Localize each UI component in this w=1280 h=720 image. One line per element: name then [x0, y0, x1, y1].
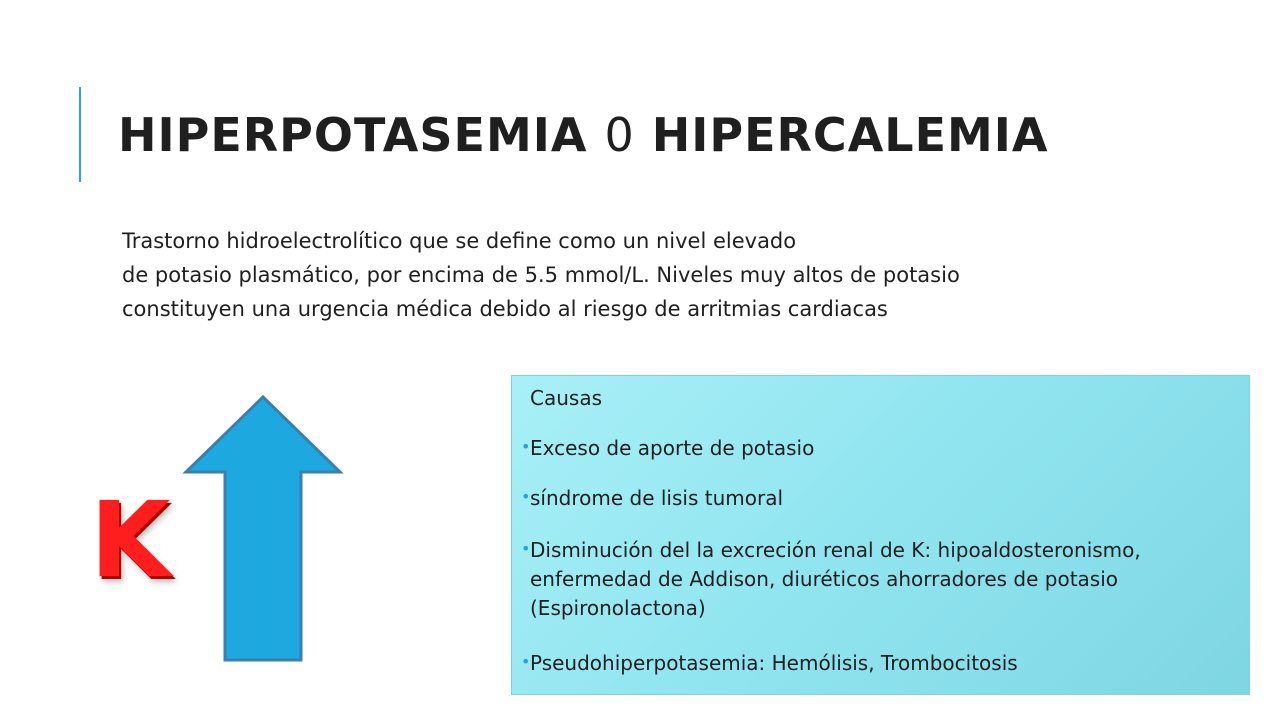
- up-arrow-icon: [182, 394, 344, 664]
- causes-box: [511, 375, 1250, 695]
- potassium-symbol: K: [90, 479, 171, 601]
- title-part2: HIPERCALEMIA: [651, 108, 1049, 162]
- causes-heading: Causas: [530, 386, 602, 410]
- cause-text: síndrome de lisis tumoral: [530, 486, 784, 510]
- cause-item: [521, 434, 1239, 463]
- intro-line: Trastorno hidroelectrolítico que se define como un nivel elevado: [122, 229, 797, 253]
- cause-text: Exceso de aporte de potasio: [530, 436, 815, 460]
- cause-text: Disminución del la excreción renal de K: hipoaldosteronismo, enfermedad de Addison, diuréticos ahorradores de potasio (Espironolactona): [530, 538, 1141, 620]
- cause-item: [521, 484, 1239, 513]
- title-connector: 0: [604, 108, 635, 162]
- bullet-icon: •: [521, 437, 531, 456]
- intro-line: constituyen una urgencia médica debido al riesgo de arritmias cardiacas: [122, 297, 888, 321]
- bullet-icon: •: [521, 487, 531, 506]
- slide-title: [118, 108, 1049, 162]
- intro-line: de potasio plasmático, por encima de 5.5 mmol/L. Niveles muy altos de potasio: [122, 263, 960, 287]
- bullet-icon: •: [521, 652, 531, 671]
- bullet-icon: •: [521, 539, 531, 558]
- cause-text: Pseudohiperpotasemia: Hemólisis, Trombocitosis: [530, 651, 1018, 675]
- cause-item: [521, 536, 1239, 623]
- title-accent-bar: [79, 87, 81, 182]
- title-part1: HIPERPOTASEMIA: [118, 108, 588, 162]
- cause-item: [521, 649, 1239, 678]
- intro-paragraph: [122, 224, 1202, 326]
